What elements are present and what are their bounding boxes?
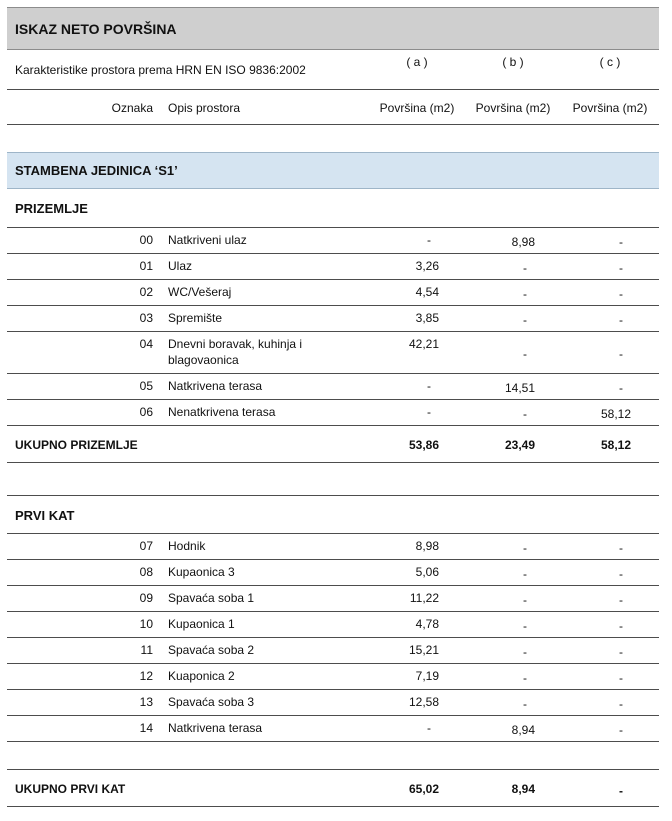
spacer-row [7, 463, 659, 496]
row-opis-continued: blagovaonica [168, 353, 239, 367]
row-oznaka: 09 [139, 591, 153, 605]
row-oznaka: 00 [139, 233, 153, 247]
table-row [7, 534, 659, 560]
row-opis: Kuaponica 2 [168, 669, 235, 683]
row-area-c: - [619, 347, 623, 361]
table-row [7, 374, 659, 400]
row-area-b: 8,94 [511, 723, 535, 737]
row-area-b: - [523, 261, 527, 275]
header-opis: Opis prostora [168, 101, 241, 115]
row-area-c: - [619, 541, 623, 555]
total-label: UKUPNO PRIZEMLJE [15, 438, 138, 452]
table-row [7, 716, 659, 742]
row-oznaka: 03 [139, 311, 153, 325]
row-oznaka: 02 [139, 285, 153, 299]
row-opis: Ulaz [168, 259, 193, 273]
row-area-c: - [619, 287, 623, 301]
row-area-b: - [523, 567, 527, 581]
row-area-b: - [523, 541, 527, 555]
total-row-prvi-kat [7, 770, 659, 807]
characteristics-row [7, 50, 659, 90]
row-area-a: 3,85 [415, 311, 439, 325]
row-oznaka: 08 [139, 565, 153, 579]
total-area-c: - [619, 784, 623, 798]
row-opis: Hodnik [168, 539, 206, 553]
row-oznaka: 06 [139, 405, 153, 419]
row-area-a: 5,06 [415, 565, 439, 579]
table-row [7, 638, 659, 664]
row-area-a: - [427, 405, 431, 419]
area-table [7, 7, 659, 807]
row-area-a: 8,98 [415, 539, 439, 553]
row-area-a: - [427, 721, 431, 735]
floor-title: PRVI KAT [15, 508, 75, 523]
total-row-prizemlje [7, 426, 659, 463]
row-area-c: - [619, 313, 623, 327]
document-title: ISKAZ NETO POVRŠINA [7, 7, 659, 50]
floor-heading-prizemlje [7, 189, 659, 228]
table-row [7, 306, 659, 332]
row-area-b: - [523, 645, 527, 659]
row-area-a: 7,19 [415, 669, 439, 683]
row-area-c: - [619, 671, 623, 685]
col-letter-c: ( c ) [599, 55, 621, 69]
row-oznaka: 11 [140, 643, 153, 657]
table-row [7, 586, 659, 612]
row-opis: Natkrivena terasa [168, 721, 263, 735]
header-area-c: Površina (m2) [572, 101, 648, 115]
row-area-c: - [619, 235, 623, 249]
row-area-a: 3,26 [415, 259, 439, 273]
row-opis: Spavaća soba 1 [168, 591, 255, 605]
header-area-b: Površina (m2) [475, 101, 551, 115]
table-row [7, 664, 659, 690]
row-area-b: - [523, 287, 527, 301]
col-letter-b: ( b ) [502, 55, 524, 69]
total-area-b: 23,49 [504, 438, 535, 452]
row-oznaka: 12 [139, 669, 153, 683]
total-area-a: 65,02 [408, 782, 439, 796]
row-area-c: - [619, 261, 623, 275]
header-row [7, 90, 659, 125]
row-area-c: - [619, 619, 623, 633]
unit-heading: STAMBENA JEDINICA ‘S1’ [7, 152, 659, 189]
row-area-b: - [523, 407, 527, 421]
row-area-a: 11,22 [409, 591, 439, 605]
row-opis: Spavaća soba 3 [168, 695, 255, 709]
characteristics-text: Karakteristike prostora prema HRN EN ISO 9836:2002 [15, 63, 306, 77]
table-row [7, 400, 659, 426]
row-area-a: 4,78 [415, 617, 439, 631]
table-row [7, 612, 659, 638]
row-area-b: - [523, 313, 527, 327]
row-area-a: 42,21 [408, 337, 439, 351]
table-row [7, 228, 659, 254]
row-opis: Spremište [168, 311, 223, 325]
table-row [7, 280, 659, 306]
row-oznaka: 13 [139, 695, 153, 709]
total-area-a: 53,86 [408, 438, 439, 452]
row-opis: Natkrivena terasa [168, 379, 263, 393]
row-area-a: - [427, 379, 431, 393]
row-area-a: 4,54 [415, 285, 439, 299]
row-area-b: - [523, 671, 527, 685]
row-area-c: - [619, 723, 623, 737]
row-oznaka: 01 [139, 259, 153, 273]
floor-heading-prvi-kat [7, 496, 659, 534]
row-area-c: - [619, 645, 623, 659]
row-oznaka: 14 [139, 721, 153, 735]
header-area-a: Površina (m2) [379, 101, 455, 115]
row-area-b: 14,51 [504, 381, 535, 395]
total-area-c: 58,12 [600, 438, 631, 452]
row-area-a: 12,58 [408, 695, 439, 709]
row-opis: WC/Vešeraj [168, 285, 232, 299]
row-oznaka: 05 [139, 379, 153, 393]
header-oznaka: Oznaka [111, 101, 153, 115]
row-oznaka: 04 [139, 337, 153, 351]
row-opis: Kupaonica 1 [168, 617, 235, 631]
col-letter-a: ( a ) [406, 55, 428, 69]
row-opis: Spavaća soba 2 [168, 643, 255, 657]
row-opis: Kupaonica 3 [168, 565, 235, 579]
total-area-b: 8,94 [511, 782, 535, 796]
row-area-c: 58,12 [600, 407, 631, 421]
table-row [7, 560, 659, 586]
row-area-b: 8,98 [511, 235, 535, 249]
row-opis: Nenatkrivena terasa [168, 405, 276, 419]
table-row [7, 254, 659, 280]
table-row [7, 690, 659, 716]
row-area-b: - [523, 619, 527, 633]
row-area-b: - [523, 593, 527, 607]
row-opis: Dnevni boravak, kuhinja i [168, 337, 303, 351]
total-label: UKUPNO PRVI KAT [15, 782, 126, 796]
floor-title: PRIZEMLJE [15, 201, 88, 216]
row-area-c: - [619, 593, 623, 607]
row-area-c: - [619, 697, 623, 711]
row-oznaka: 10 [139, 617, 153, 631]
row-area-b: - [523, 697, 527, 711]
spacer [7, 125, 659, 152]
row-area-a: - [427, 233, 431, 247]
row-area-b: - [523, 347, 527, 361]
row-area-c: - [619, 381, 623, 395]
row-oznaka: 07 [139, 539, 153, 553]
spacer-row [7, 742, 659, 770]
table-row [7, 332, 659, 374]
row-area-a: 15,21 [408, 643, 439, 657]
row-area-c: - [619, 567, 623, 581]
row-opis: Natkriveni ulaz [168, 233, 247, 247]
